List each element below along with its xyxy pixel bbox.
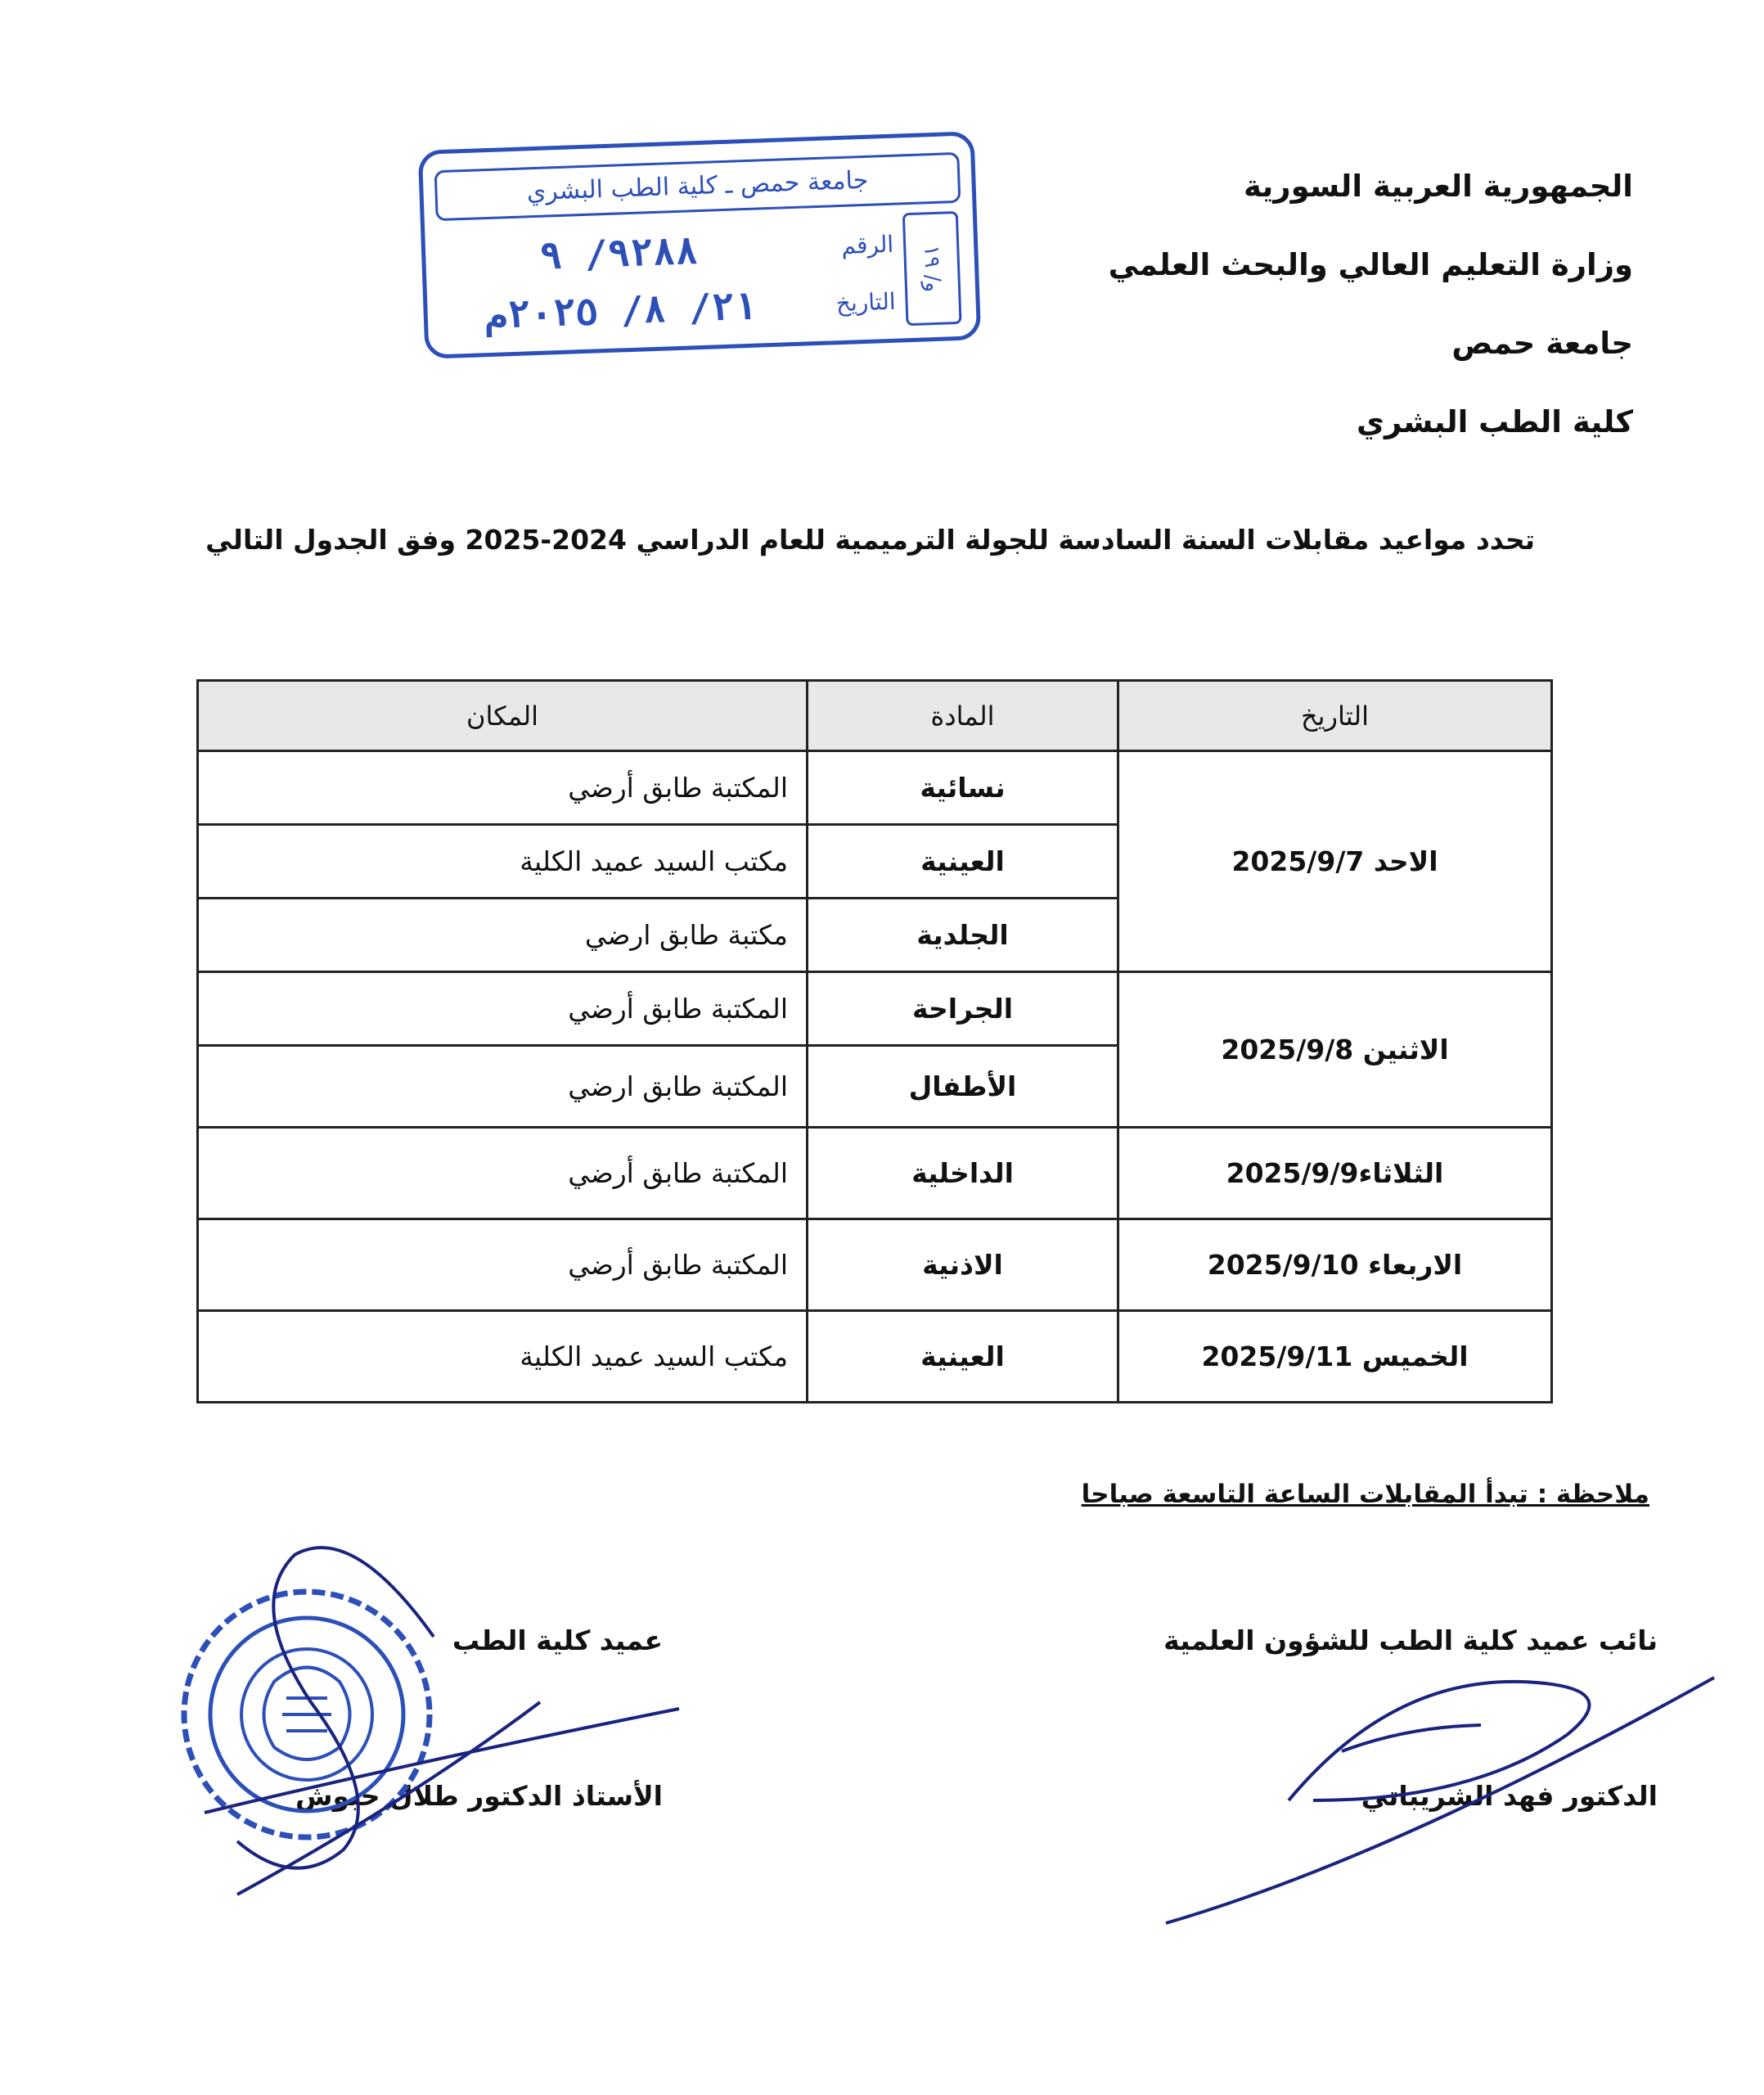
stamp-header: جامعة حمص ـ كلية الطب البشري <box>434 152 961 221</box>
place-cell: المكتبة طابق أرضي <box>198 1219 808 1311</box>
place-cell: مكتب السيد عميد الكلية <box>198 825 808 899</box>
subject-cell: الداخلية <box>808 1128 1118 1219</box>
vice-dean-title: نائب عميد كلية الطب للشؤون العلمية <box>1163 1624 1658 1656</box>
stamp-date-value: ٢١/ ٨/ ٢٠٢٥م <box>484 283 758 338</box>
subject-cell: الاذنية <box>808 1219 1118 1311</box>
ministry-name: وزارة التعليم العالي والبحث العلمي <box>1108 247 1633 282</box>
signature-block-dean <box>205 1616 663 1821</box>
subject-cell: العينية <box>808 1311 1118 1403</box>
place-cell: المكتبة طابق ارضي <box>198 1046 808 1128</box>
letterhead <box>897 147 1633 462</box>
faculty-name: كلية الطب البشري <box>1357 404 1633 439</box>
stamp-side-box <box>902 211 962 326</box>
table-row <box>198 1311 1552 1403</box>
note-text: ملاحظة : تبدأ المقابلات الساعة التاسعة صباحا <box>1081 1480 1649 1509</box>
place-cell: مكتب السيد عميد الكلية <box>198 1311 808 1403</box>
table-row <box>198 1128 1552 1219</box>
date-cell: الثلاثاء2025/9/9 <box>1118 1128 1552 1219</box>
subject-cell: الأطفال <box>808 1046 1118 1128</box>
university-name: جامعة حمص <box>1451 326 1633 361</box>
subject-cell: الجلدية <box>808 899 1118 972</box>
stamp-date-label: التاريخ <box>835 287 897 317</box>
subject-cell: الجراحة <box>808 972 1118 1046</box>
date-cell: الخميس 2025/9/11 <box>1118 1311 1552 1403</box>
column-header-place: المكان <box>198 681 808 751</box>
vice-dean-name: الدكتور فهد الشريباتي <box>1361 1780 1658 1812</box>
place-cell: المكتبة طابق أرضي <box>198 1128 808 1219</box>
date-cell: الاحد 2025/9/7 <box>1118 751 1552 972</box>
interview-schedule-table <box>196 679 1553 1403</box>
country-name: الجمهورية العربية السورية <box>1243 169 1633 204</box>
table-row <box>198 751 1552 825</box>
stamp-side-text: و/ ١٩ <box>919 244 946 293</box>
signature-block-vice-dean <box>1085 1616 1658 1821</box>
announcement-text: تحدد مواعيد مقابلات السنة السادسة للجولة الترميمية للعام الدراسي 2024-2025 وفق الجدول التالي <box>205 524 1535 556</box>
stamp-number-label: الرقم <box>840 230 894 259</box>
table-row <box>198 972 1552 1046</box>
column-header-subject: المادة <box>808 681 1118 751</box>
subject-cell: نسائية <box>808 751 1118 825</box>
date-cell: الاربعاء 2025/9/10 <box>1118 1219 1552 1311</box>
place-cell: مكتبة طابق ارضي <box>198 899 808 972</box>
stamp-number-value: ٩٢٨٨/ ٩ <box>538 228 700 278</box>
stamp-date-row <box>443 274 897 344</box>
dean-title: عميد كلية الطب <box>452 1624 663 1656</box>
column-header-date: التاريخ <box>1118 681 1552 751</box>
table-header-row <box>198 681 1552 751</box>
date-cell: الاثنين 2025/9/8 <box>1118 972 1552 1128</box>
place-cell: المكتبة طابق أرضي <box>198 972 808 1046</box>
place-cell: المكتبة طابق أرضي <box>198 751 808 825</box>
table-row <box>198 1219 1552 1311</box>
registry-stamp <box>418 131 981 359</box>
dean-name: الأستاذ الدكتور طلال حبوش <box>295 1780 663 1812</box>
subject-cell: العينية <box>808 825 1118 899</box>
